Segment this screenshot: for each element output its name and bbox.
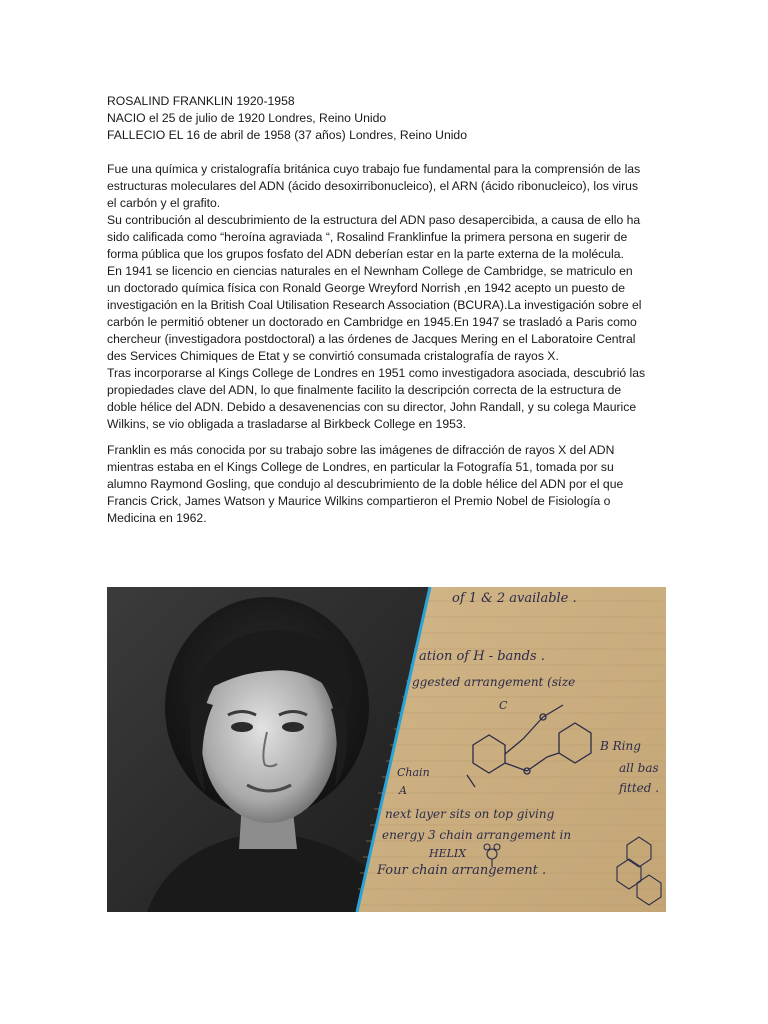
birth-line: NACIO el 25 de julio de 1920 Londres, Reino Unido xyxy=(107,111,387,125)
title-line: ROSALIND FRANKLIN 1920-1958 xyxy=(107,94,295,108)
portrait-and-notebook-image xyxy=(107,587,666,912)
text-line: Tras incorporarse al Kings College de Londres en 1951 como investigadora asociada, descubrió las xyxy=(107,366,646,380)
text-line: Fue una química y cristalografía británica cuyo trabajo fue fundamental para la comprensión de las xyxy=(107,162,641,176)
note-line: energy 3 chain arrangement in xyxy=(382,828,572,842)
text-line: alumno Raymond Gosling, que condujo al descubrimiento de la doble hélice del ADN por el que xyxy=(107,477,624,491)
text-line: Wilkins, se vio obligada a trasladarse al Birkbeck College en 1953. xyxy=(107,417,467,431)
text-line: En 1941 se licencio en ciencias naturales en el Newnham College de Cambridge, se matriculo en xyxy=(107,264,633,278)
text-line: forma pública que los grupos fosfato del ADN deberían estar en la parte externa de la molécula. xyxy=(107,247,624,261)
text-line: un doctorado química física con Ronald George Wreyford Norrish ,en 1942 acepto un puesto de xyxy=(107,281,626,295)
death-line: FALLECIO EL 16 de abril de 1958 (37 años) Londres, Reino Unido xyxy=(107,128,467,142)
text-line: chercheur (investigadora postdoctoral) a las órdenes de Jacques Mering en el Laboratoire Central xyxy=(107,332,636,346)
note-line: B Ring xyxy=(600,739,641,753)
text-line: estructuras moleculares del ADN (ácido desoxirribonucleico), el ARN (ácido ribonucleico), los virus xyxy=(107,179,639,193)
note-line: Chain xyxy=(397,766,430,779)
note-line: A xyxy=(399,784,407,797)
text-line: Su contribución al descubrimiento de la estructura del ADN paso desapercibida, a causa de ello ha xyxy=(107,213,641,227)
text-line: investigación en la British Coal Utilisation Research Association (BCURA).La investigación sobre el xyxy=(107,298,642,312)
text-line: sido calificada como “heroína agraviada “, Rosalind Franklinfue la primera persona en sugerir de xyxy=(107,230,628,244)
text-line: Franklin es más conocida por su trabajo sobre las imágenes de difracción de rayos X del ADN xyxy=(107,443,615,457)
note-line: of 1 & 2 available . xyxy=(452,591,577,606)
note-line: next layer sits on top giving xyxy=(385,807,555,821)
text-line: Francis Crick, James Watson y Maurice Wilkins compartieron el Premio Nobel de Fisiología o xyxy=(107,494,611,508)
note-line: Four chain arrangement . xyxy=(377,863,547,878)
note-line: C xyxy=(499,699,508,712)
note-line: ggested arrangement (size xyxy=(412,675,576,689)
biography-paragraph xyxy=(107,161,667,433)
note-line: all bas xyxy=(619,761,659,775)
text-line: des Services Chimiques de Etat y se convirtió consumada cristalografía de rayos X. xyxy=(107,349,559,363)
text-line: Medicina en 1962. xyxy=(107,511,207,525)
text-line: mientras estaba en el Kings College de Londres, en particular la Fotografía 51, tomada por su xyxy=(107,460,614,474)
legacy-paragraph xyxy=(107,442,667,527)
note-line: HELIX xyxy=(429,847,467,860)
note-line: ation of H - bands . xyxy=(419,649,545,664)
document-text xyxy=(107,93,667,527)
text-line: doble hélice del ADN. Debido a desavenencias con su director, John Randall, y su colega Maurice xyxy=(107,400,637,414)
text-line: propiedades clave del ADN, lo que finalmente facilito la descripción correcta de la estructura de xyxy=(107,383,622,397)
note-line: fitted . xyxy=(619,781,660,795)
text-line: carbón le permitió obtener un doctorado en Cambridge en 1945.En 1947 se trasladó a Paris como xyxy=(107,315,637,329)
text-line: el carbón y el grafito. xyxy=(107,196,221,210)
